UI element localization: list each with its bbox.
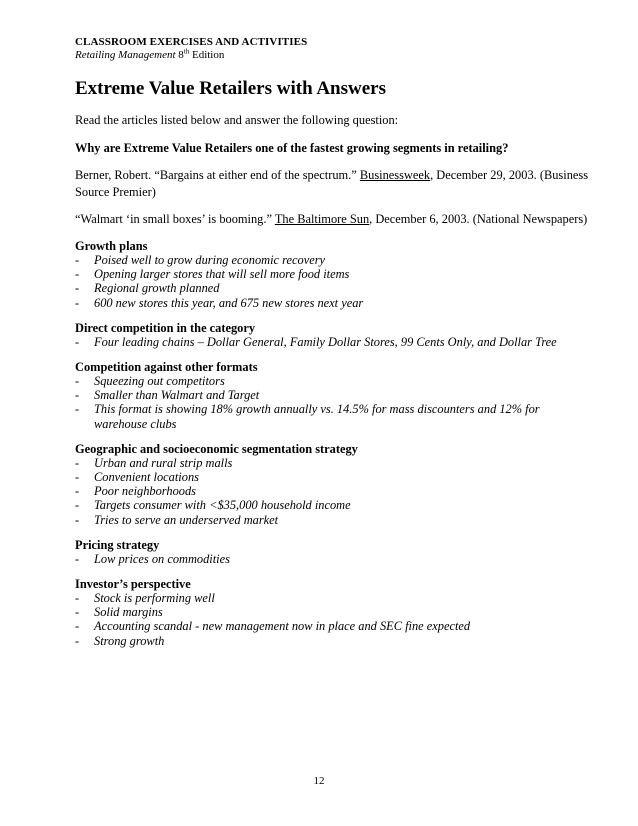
dash-bullet: -: [75, 281, 80, 296]
dash-bullet: -: [75, 455, 80, 470]
list-item: [75, 267, 595, 281]
citation-source: Businessweek: [359, 168, 431, 182]
dash-bullet: -: [75, 591, 80, 606]
intro-text: Read the articles listed below and answer the following question:: [75, 113, 399, 127]
section-heading: Competition against other formats: [75, 360, 258, 375]
citation-details: , December 6, 2003. (National Newspapers): [369, 212, 588, 226]
citation-text: “Walmart ‘in small boxes’ is booming.”: [75, 212, 275, 226]
page-title: Extreme Value Retailers with Answers: [75, 78, 387, 99]
answer-section: [75, 538, 595, 566]
dash-bullet: -: [75, 402, 80, 417]
bullet-list: [75, 591, 595, 648]
list-item: [75, 552, 595, 566]
list-item: [75, 281, 595, 295]
dash-bullet: -: [75, 470, 80, 485]
document-page: [75, 36, 595, 648]
answer-section: [75, 577, 595, 648]
list-item-text: Four leading chains – Dollar General, Family Dollar Stores, 99 Cents Only, and Dollar Tree: [94, 334, 557, 349]
list-item: [75, 374, 595, 388]
bullet-list: [75, 456, 595, 527]
page-number: 12: [313, 775, 325, 787]
list-item: [75, 513, 595, 527]
bullet-list: [75, 253, 595, 310]
dash-bullet: -: [75, 551, 80, 566]
citation: [75, 167, 595, 201]
question-text: Why are Extreme Value Retailers one of the fastest growing segments in retailing?: [75, 141, 509, 155]
list-item: [75, 484, 595, 498]
list-item-text: Opening larger stores that will sell more food items: [94, 267, 350, 282]
list-item-text: Targets consumer with <$35,000 household income: [94, 498, 351, 513]
bullet-list: [75, 335, 595, 349]
dash-bullet: -: [75, 498, 80, 513]
header-edition-number: 8: [175, 49, 184, 61]
list-item: [75, 296, 595, 310]
dash-bullet: -: [75, 512, 80, 527]
list-item: [75, 388, 595, 402]
header-edition-suffix: th: [183, 47, 190, 56]
list-item-text: Stock is performing well: [94, 591, 215, 606]
answer-section: [75, 321, 595, 349]
header-edition-word: Edition: [189, 49, 225, 61]
list-item-text: Tries to serve an underserved market: [94, 512, 279, 527]
list-item-text: Squeezing out competitors: [94, 374, 225, 389]
citation-details: , December 29, 2003. (Business Source Premier): [75, 168, 589, 199]
list-item-text: Strong growth: [94, 633, 165, 648]
list-item: [75, 591, 595, 605]
dash-bullet: -: [75, 295, 80, 310]
list-item-text: This format is showing 18% growth annually vs. 14.5% for mass discounters and 12% for warehouse clubs: [94, 402, 540, 431]
list-item: [75, 456, 595, 470]
answer-section: [75, 239, 595, 310]
list-item-text: Poised well to grow during economic recovery: [94, 253, 326, 267]
list-item-text: Urban and rural strip malls: [94, 455, 233, 470]
citation-text: Berner, Robert. “Bargains at either end of the spectrum.”: [75, 168, 360, 182]
list-item: [75, 634, 595, 648]
header-course-title: CLASSROOM EXERCISES AND ACTIVITIES: [75, 36, 308, 48]
section-heading: Direct competition in the category: [75, 320, 256, 335]
citation-source: The Baltimore Sun: [274, 212, 370, 226]
list-item-text: Poor neighborhoods: [94, 484, 196, 499]
section-heading: Pricing strategy: [75, 537, 160, 552]
list-item-text: Low prices on commodities: [94, 551, 230, 566]
list-item: [75, 402, 595, 430]
list-item: [75, 470, 595, 484]
list-item: [75, 335, 595, 349]
header-book-title: Retailing Management: [75, 49, 176, 61]
list-item-text: Smaller than Walmart and Target: [94, 388, 260, 403]
dash-bullet: -: [75, 633, 80, 648]
list-item: [75, 498, 595, 512]
answer-section: [75, 360, 595, 431]
list-item: [75, 605, 595, 619]
header-book-line: [75, 49, 595, 62]
list-item-text: Accounting scandal - new management now in place and SEC fine expected: [94, 619, 471, 634]
dash-bullet: -: [75, 484, 80, 499]
section-heading: Geographic and socioeconomic segmentation strategy: [75, 441, 358, 456]
dash-bullet: -: [75, 267, 80, 282]
answer-section: [75, 442, 595, 527]
citation: [75, 211, 595, 228]
answer-sections: [75, 239, 595, 648]
section-heading: Growth plans: [75, 239, 148, 253]
dash-bullet: -: [75, 605, 80, 620]
section-heading: Investor’s perspective: [75, 577, 191, 592]
dash-bullet: -: [75, 253, 80, 267]
dash-bullet: -: [75, 388, 80, 403]
list-item-text: 600 new stores this year, and 675 new stores next year: [94, 295, 364, 310]
dash-bullet: -: [75, 334, 80, 349]
dash-bullet: -: [75, 619, 80, 634]
bullet-list: [75, 552, 595, 566]
list-item: [75, 253, 595, 267]
list-item-text: Solid margins: [94, 605, 163, 620]
list-item-text: Regional growth planned: [94, 281, 220, 296]
list-item: [75, 619, 595, 633]
dash-bullet: -: [75, 374, 80, 389]
bullet-list: [75, 374, 595, 431]
list-item-text: Convenient locations: [94, 470, 199, 485]
